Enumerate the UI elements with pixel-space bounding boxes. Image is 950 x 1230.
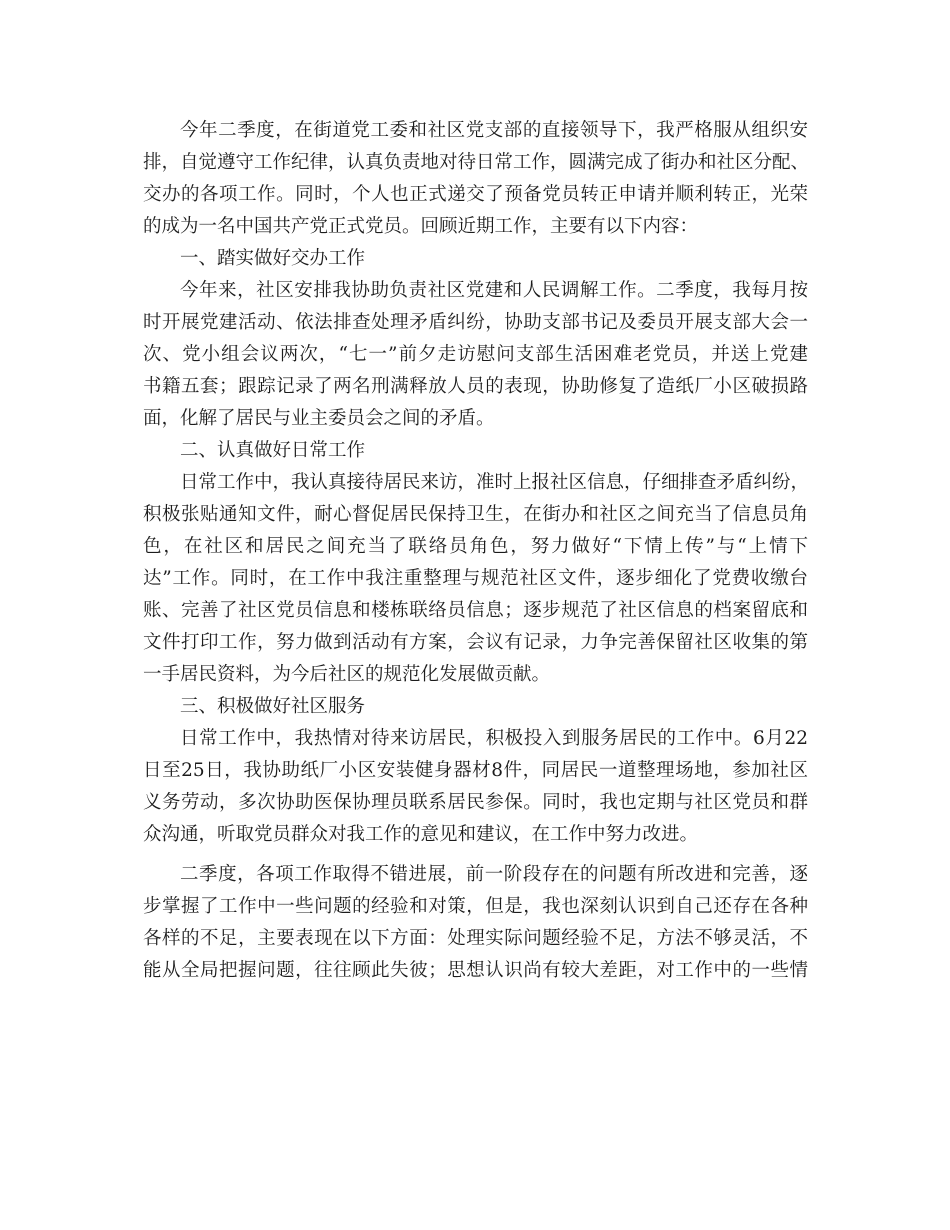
text-line: 色，在社区和居民之间充当了联络员角色，努力做好“下情上传”与“上情下 xyxy=(143,536,808,557)
text-line: 今年来，社区安排我协助负责社区党建和人民调解工作。二季度，我每月按 xyxy=(180,280,808,301)
heading-text: 一、踏实做好交办工作 xyxy=(180,248,366,269)
text-line: 时开展党建活动、依法排查处理矛盾纠纷，协助支部书记及委员开展支部大会一 xyxy=(143,312,808,333)
text-line: 达”工作。同时，在工作中我注重整理与规范社区文件，逐步细化了党费收缴台 xyxy=(143,568,808,589)
text-line: 一手居民资料，为今后社区的规范化发展做贡献。 xyxy=(143,664,551,685)
section-heading-1 xyxy=(143,243,808,275)
text-line: 书籍五套；跟踪记录了两名刑满释放人员的表现，协助修复了造纸厂小区破损路 xyxy=(143,376,808,397)
paragraph-intro xyxy=(143,115,808,243)
section-heading-2 xyxy=(143,435,808,467)
text-line: 能从全局把握问题，往往顾此失彼；思想认识尚有较大差距，对工作中的一些情 xyxy=(143,960,808,981)
text-line: 积极张贴通知文件，耐心督促居民保持卫生，在街办和社区之间充当了信息员角 xyxy=(143,504,808,525)
text-line: 日至25日，我协助纸厂小区安装健身器材8件，同居民一道整理场地，参加社区 xyxy=(143,760,808,781)
text-line: 排，自觉遵守工作纪律，认真负责地对待日常工作，圆满完成了街办和社区分配、 xyxy=(143,152,810,173)
text-line: 面，化解了居民与业主委员会之间的矛盾。 xyxy=(143,408,495,429)
text-line: 二季度，各项工作取得不错进展，前一阶段存在的问题有所改进和完善，逐 xyxy=(180,864,808,885)
text-line: 次、党小组会议两次，“七一”前夕走访慰问支部生活困难老党员，并送上党建 xyxy=(143,344,808,365)
text-line: 账、完善了社区党员信息和楼栋联络员信息；逐步规范了社区信息的档案留底和 xyxy=(143,600,808,621)
text-line: 今年二季度，在街道党工委和社区党支部的直接领导下，我严格服从组织安 xyxy=(180,120,808,141)
paragraph-section-3 xyxy=(143,723,808,851)
section-heading-3 xyxy=(143,691,808,723)
document-body xyxy=(143,115,808,987)
text-line: 各样的不足，主要表现在以下方面：处理实际问题经验不足，方法不够灵活，不 xyxy=(143,928,808,949)
text-line: 交办的各项工作。同时，个人也正式递交了预备党员转正申请并顺利转正，光荣 xyxy=(143,184,808,205)
paragraph-section-1 xyxy=(143,275,808,435)
text-line: 文件打印工作，努力做到活动有方案，会议有记录，力争完善保留社区收集的第 xyxy=(143,632,808,653)
paragraph-gap xyxy=(143,851,808,859)
text-line: 日常工作中，我热情对待来访居民，积极投入到服务居民的工作中。6月22 xyxy=(180,728,808,749)
text-line: 的成为一名中国共产党正式党员。回顾近期工作，主要有以下内容： xyxy=(143,216,699,237)
paragraph-section-2 xyxy=(143,467,808,691)
heading-text: 二、认真做好日常工作 xyxy=(180,440,366,461)
text-line: 日常工作中，我认真接待居民来访，准时上报社区信息，仔细排查矛盾纠纷， xyxy=(180,472,810,493)
text-line: 众沟通，听取党员群众对我工作的意见和建议，在工作中努力改进。 xyxy=(143,824,699,845)
text-line: 义务劳动，多次协助医保协理员联系居民参保。同时，我也定期与社区党员和群 xyxy=(143,792,808,813)
text-line: 步掌握了工作中一些问题的经验和对策，但是，我也深刻认识到自己还存在各种 xyxy=(143,896,808,917)
heading-text: 三、积极做好社区服务 xyxy=(180,696,366,717)
paragraph-summary xyxy=(143,859,808,987)
